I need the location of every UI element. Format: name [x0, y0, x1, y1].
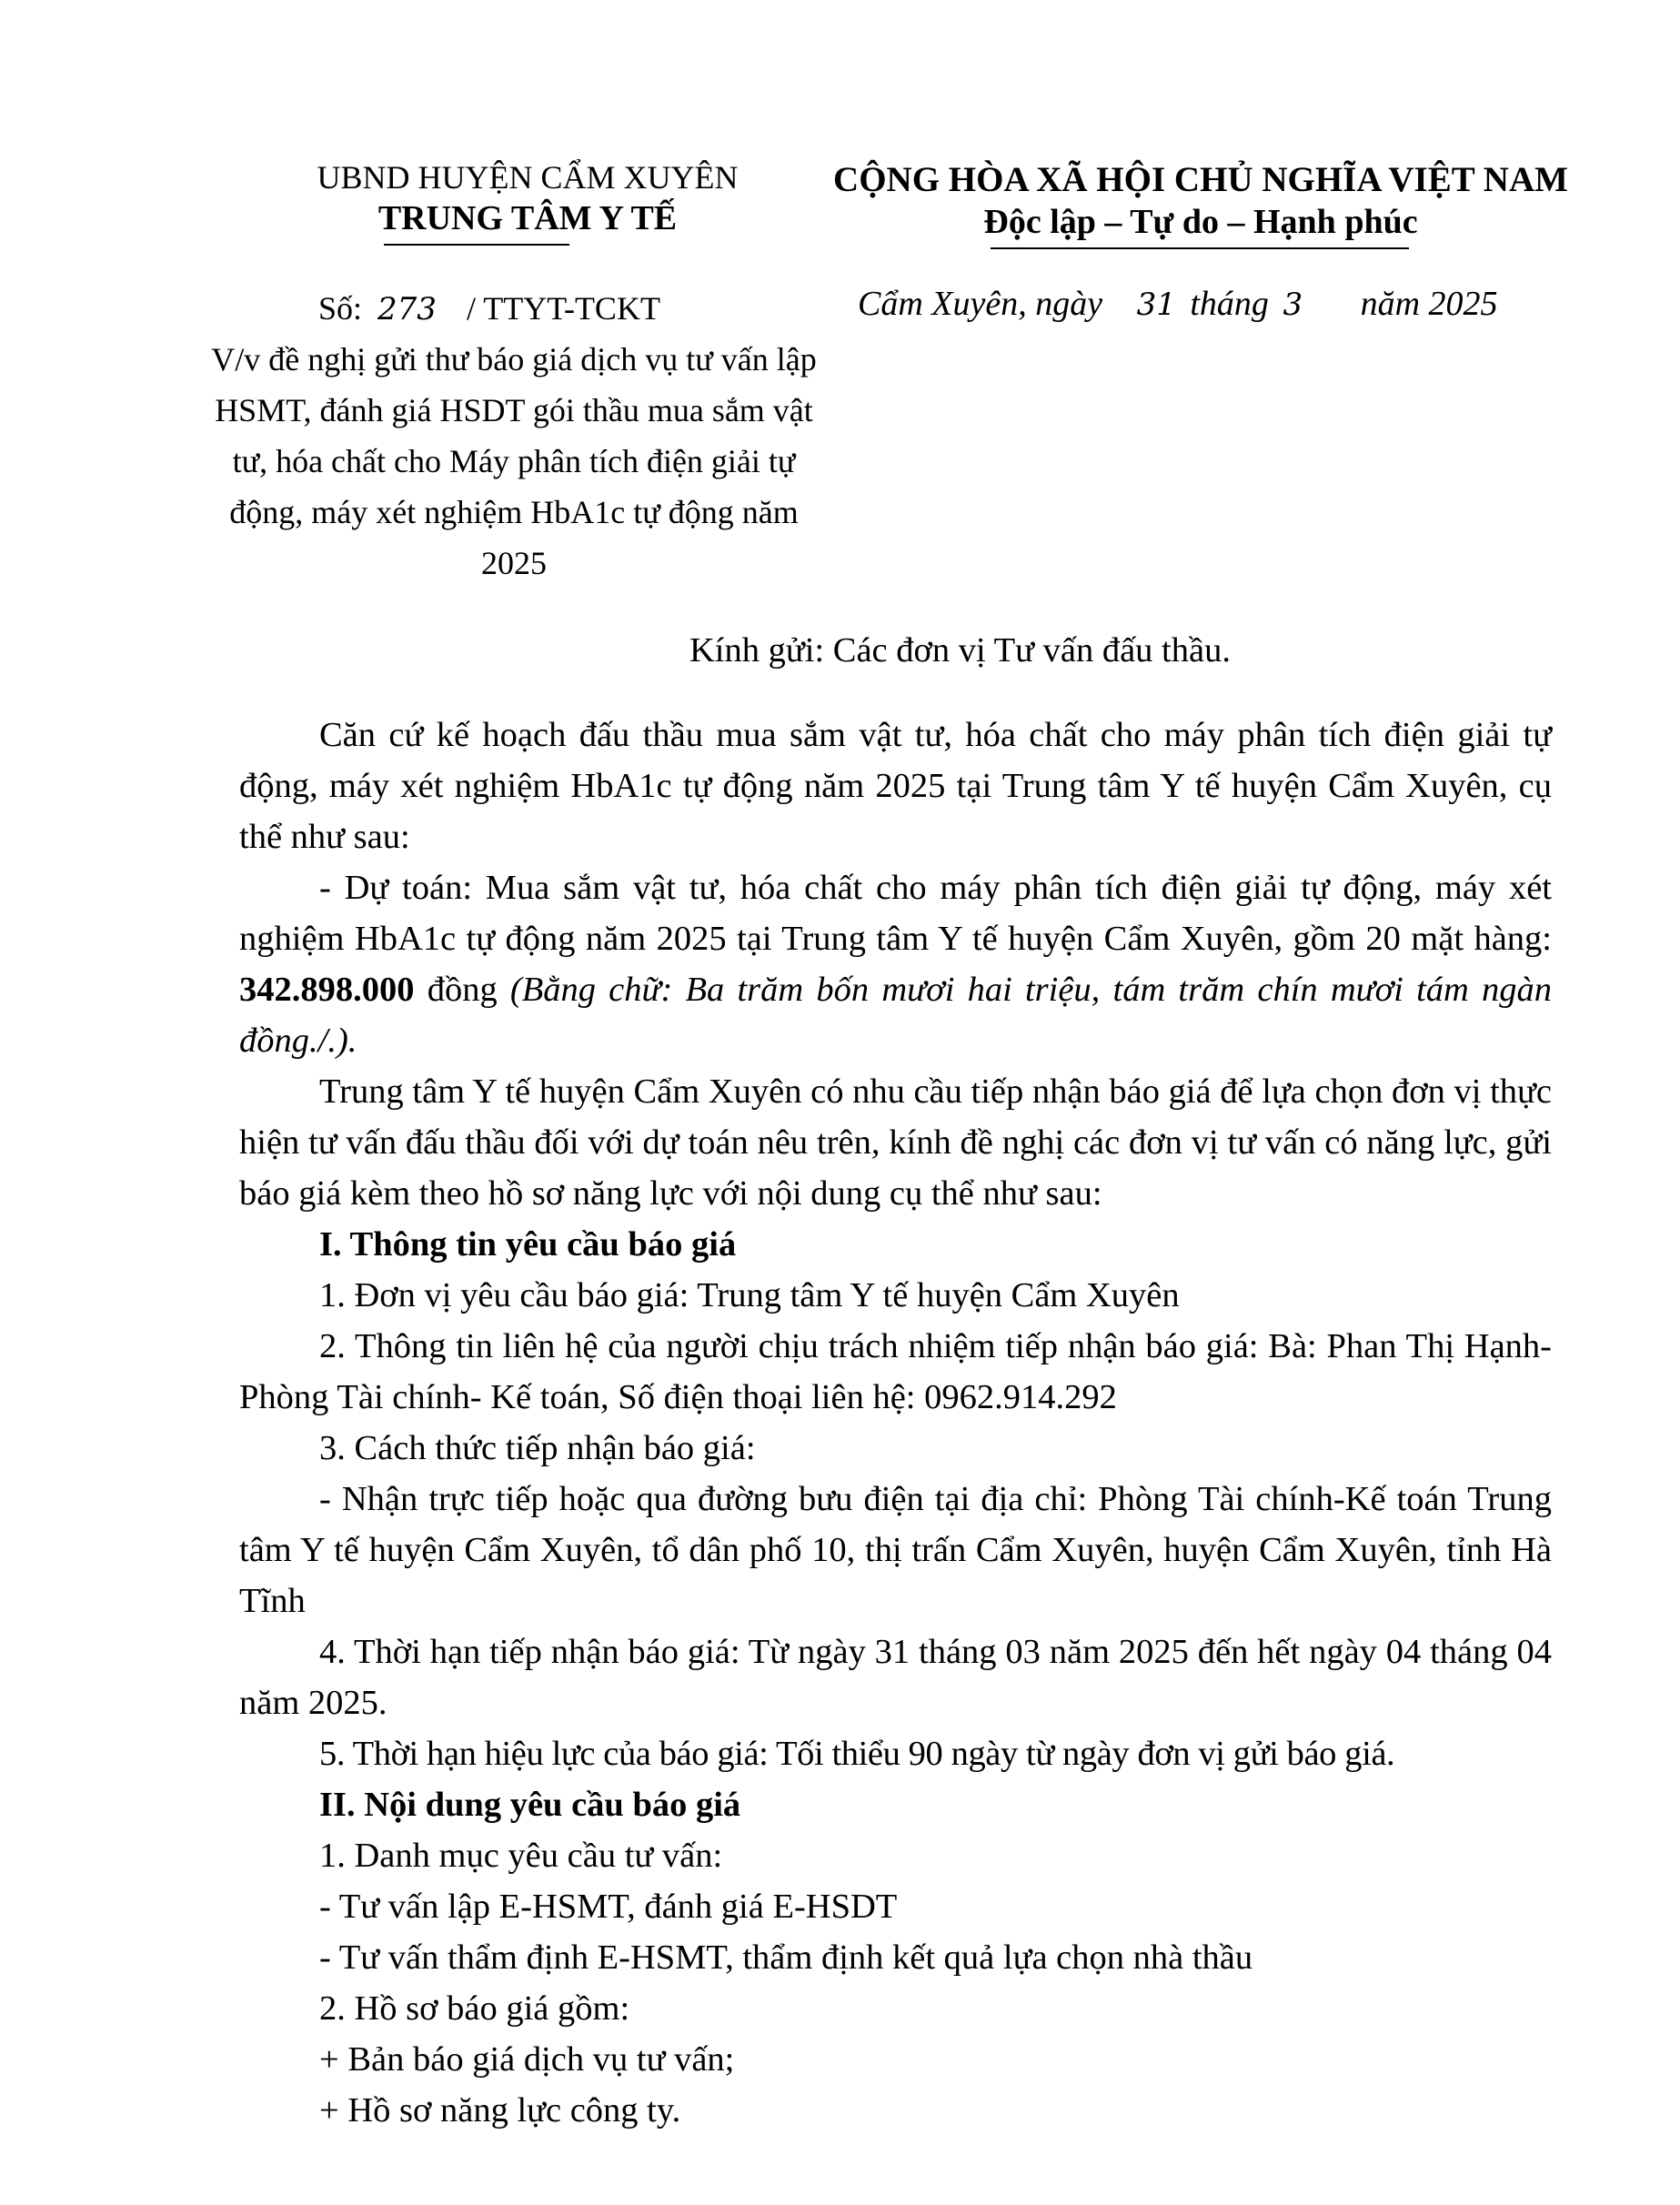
document-body — [239, 710, 1552, 2136]
section-2-item-2: 2. Hồ sơ báo giá gồm: — [319, 1989, 630, 2028]
agency-underline — [384, 244, 569, 246]
place-date-year: năm 2025 — [1360, 285, 1498, 323]
nation-title: CỘNG HÒA XÃ HỘI CHỦ NGHĨA VIỆT NAM — [833, 160, 1568, 199]
place-date — [858, 284, 1498, 324]
section-1-title: I. Thông tin yêu cầu báo giá — [319, 1225, 737, 1264]
estimate-text: - Dự toán: Mua sắm vật tư, hóa chất cho máy phân tích điện giải tự động, máy xét nghiệm HbA1c tự động năm 2025 tại Trung tâm Y tế huyện Cẩm Xuyên, gồm 20 mặt hàng: — [239, 869, 1552, 958]
estimate-amount: 342.898.000 — [239, 971, 415, 1009]
body-paragraph-basis: Căn cứ kế hoạch đấu thầu mua sắm vật tư, hóa chất cho máy phân tích điện giải tự động, máy xét nghiệm HbA1c tự động năm 2025 tại Trung tâm Y tế huyện Cẩm Xuyên, cụ thể như sau: — [239, 716, 1552, 856]
place-date-place: Cẩm Xuyên, ngày — [858, 285, 1103, 323]
recipient: Kính gửi: Các đơn vị Tư vấn đấu thầu. — [689, 631, 1231, 670]
motto-underline — [991, 247, 1409, 249]
place-date-day: 31 — [1136, 287, 1176, 323]
agency-name: TRUNG TÂM Y TẾ — [377, 199, 678, 237]
doc-number — [318, 289, 660, 327]
section-2-title: II. Nội dung yêu cầu báo giá — [319, 1786, 741, 1824]
doc-number-prefix: Số: — [318, 290, 363, 327]
body-paragraph-estimate — [239, 862, 1552, 1066]
place-date-month: 3 — [1283, 287, 1303, 323]
section-2-item-1b: - Tư vấn thẩm định E-HSMT, thẩm định kết quả lựa chọn nhà thầu — [319, 1938, 1253, 1977]
nation-motto: Độc lập – Tự do – Hạnh phúc — [983, 203, 1418, 241]
section-1-item-3a: - Nhận trực tiếp hoặc qua đường bưu điện tại địa chỉ: Phòng Tài chính-Kế toán Trung tâm Y tế huyện Cẩm Xuyên, tổ dân phố 10, thị trấn Cẩm Xuyên, huyện Cẩm Xuyên, tỉnh Hà Tĩnh — [239, 1480, 1552, 1620]
section-1-item-3: 3. Cách thức tiếp nhận báo giá: — [319, 1429, 756, 1467]
section-1-item-1: 1. Đơn vị yêu cầu báo giá: Trung tâm Y tế huyện Cẩm Xuyên — [319, 1276, 1180, 1314]
section-1-item-5: 5. Thời hạn hiệu lực của báo giá: Tối thiểu 90 ngày từ ngày đơn vị gửi báo giá. — [319, 1735, 1395, 1773]
agency-parent: UBND HUYỆN CẨM XUYÊN — [317, 159, 739, 196]
estimate-currency: đồng — [414, 971, 510, 1009]
subject: V/v đề nghị gửi thư báo giá dịch vụ tư vấn lập HSMT, đánh giá HSDT gói thầu mua sắm vật tư, hóa chất cho Máy phân tích điện giải tự động, máy xét nghiệm HbA1c tự động năm 2025 — [211, 341, 817, 581]
doc-number-suffix: / TTYT-TCKT — [466, 290, 660, 327]
section-2-item-1a: - Tư vấn lập E-HSMT, đánh giá E-HSDT — [319, 1888, 898, 1926]
estimate-in-words: (Bằng chữ: Ba trăm bốn mươi hai triệu, tám trăm chín mươi tám ngàn đồng./.). — [239, 971, 1553, 1060]
section-2-item-1: 1. Danh mục yêu cầu tư vấn: — [319, 1837, 723, 1875]
section-1-item-4: 4. Thời hạn tiếp nhận báo giá: Từ ngày 31 tháng 03 năm 2025 đến hết ngày 04 tháng 04 năm 2025. — [239, 1633, 1552, 1722]
section-2-item-2b: + Hồ sơ năng lực công ty. — [319, 2091, 681, 2129]
section-1-item-2: 2. Thông tin liên hệ của người chịu trách nhiệm tiếp nhận báo giá: Bà: Phan Thị Hạnh- Phòng Tài chính- Kế toán, Số điện thoại liên hệ: 0962.914.292 — [239, 1327, 1552, 1416]
body-paragraph-request: Trung tâm Y tế huyện Cẩm Xuyên có nhu cầu tiếp nhận báo giá để lựa chọn đơn vị thực hiện tư vấn đấu thầu đối với dự toán nêu trên, kính đề nghị các đơn vị tư vấn có năng lực, gửi báo giá kèm theo hồ sơ năng lực với nội dung cụ thể như sau: — [239, 1072, 1552, 1213]
place-date-month-label: tháng — [1190, 285, 1269, 323]
section-2-item-2a: + Bản báo giá dịch vụ tư vấn; — [319, 2040, 735, 2079]
doc-number-value: 273 — [377, 291, 437, 327]
